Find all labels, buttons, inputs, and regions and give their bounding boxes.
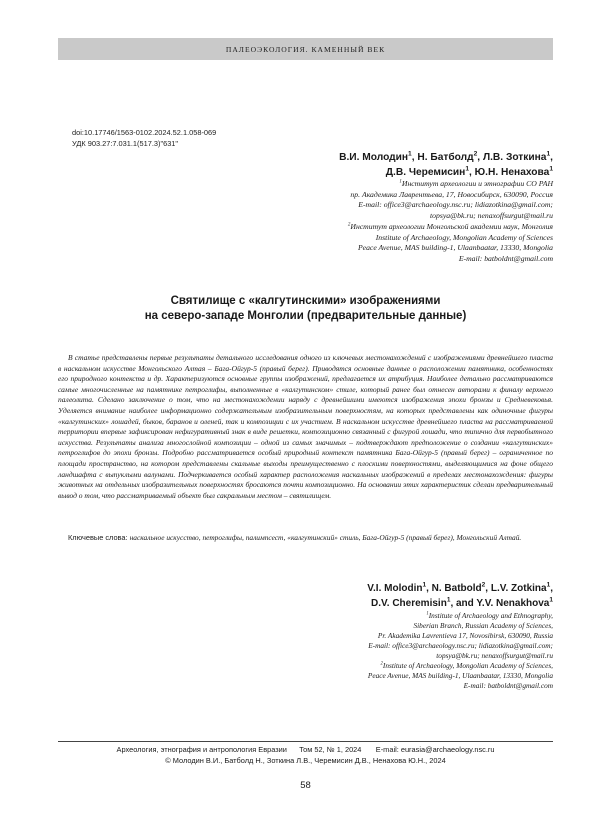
page-number: 58 xyxy=(300,780,311,791)
authors-ru-line2: Д.В. Черемисин$^1$, Ю.Н. Ненахова$^1$ xyxy=(385,165,553,178)
footer-copyright: © Молодин В.И., Батболд Н., Зоткина Л.В., Черемисин Д.В., Ненахова Ю.Н., 2024 xyxy=(165,756,446,765)
section-title: ПАЛЕОЭКОЛОГИЯ. КАМЕННЫЙ ВЕК xyxy=(225,44,386,54)
affiliation-ru-2: $^2$Институт археологии Монгольской академии наук, Монголия Institute of Archaeology, Mongolian Academy of Sciences Peace Avenue, MAS building-1, Ulaanbaatar, 13330, Mongolia E-mail: batboldnt@gmail.com xyxy=(347,222,553,263)
email-en-3[interactable]: E-mail: batboldnt@gmail.com xyxy=(463,681,553,690)
email-en-1[interactable]: E-mail: office3@archaeology.nsc.ru; lidiazotkina@gmail.com; xyxy=(368,641,553,650)
journal-name: Археология, этнография и антропология Евразии xyxy=(116,745,287,754)
authors-en xyxy=(367,581,553,611)
footer-journal-line xyxy=(58,745,553,754)
journal-volume: Том 52, № 1, 2024 xyxy=(299,745,362,754)
footer-divider xyxy=(58,741,553,742)
section-header-bar xyxy=(58,38,553,60)
affiliations-en: $^1$Institute of Archaeology and Ethnography, Siberian Branch, Russian Academy of Sciences, Pr. Akademika Lavrentieva 17, Novosibirsk, 630090, Russia E-mail: office3@archaeology.nsc.ru; lidiazotkina@gmail.com; topsya@bk.ru; nenaxoffsurgut@mail.ru $^2$Institute of Archaeology, Mongolian Academy of Sciences, Peace Avenue, MAS building-1, Ulaanbaatar, 13330, Mongolia E-mail: batboldnt@gmail.com xyxy=(367,611,553,690)
authors-ru-line1: В.И. Молодин$^1$, Н. Батболд$^2$, Л.В. Зоткина$^1$, xyxy=(339,150,553,163)
keywords xyxy=(58,533,553,544)
article-title: Святилище с «калгутинскими» изображениями на северо-западе Монголии (предварительные данные) xyxy=(144,295,467,322)
affiliation-ru-1: $^1$Институт археологии и этнографии СО РАН пр. Академика Лаврентьева, 17, Новосибирск, 630090, Россия E-mail: office3@archaeology.nsc.ru; lidiazotkina@gmail.com; topsya@bk.ru; nenaxoffsurgut@mail.ru xyxy=(350,179,553,220)
journal-email[interactable]: E-mail: eurasia@archaeology.nsc.ru xyxy=(375,745,495,754)
email-en-2[interactable]: topsya@bk.ru; nenaxoffsurgut@mail.ru xyxy=(436,651,553,660)
email-ru-2[interactable]: topsya@bk.ru; nenaxoffsurgut@mail.ru xyxy=(430,210,553,220)
udk: УДК 903.27:7.031.1(517.3)"631" xyxy=(72,139,179,148)
authors-ru xyxy=(339,150,553,180)
abstract: В статье представлены первые результаты детального исследования одного из ключевых местонахождений с изображениями древнейшего пласта в наскальном искусстве Монгольского Алтая – Бага-Ойгур-5 (правый берег). Приводятся основные данные о расположении памятника, особенностях его природного контекста и др. Характеризуются основные группы изображений, предлагается их атрибуция. Наиболее детально рассматриваются самые многочисленные на памятнике петроглифы, выполненные в «калгутинском» стиле, который ранее был отнесен авторами к финалу верхнего палеолита. Сделано заключение о том, что на местонахождении наряду с древнейшими имеются изображения эпохи бронзы и Средневековья. Уделяется внимание наиболее информационно содержательным изобразительным поверхностям, на которых представлены как одиночные фигуры «калгутинских» лошадей, быков, баранов и оленей, так и композиции с их участием. В наскальном искусстве древнейшего пласта на рассматриваемой территории впервые зафиксирован нефигуративный знак в виде решетки, композиционно связанный с фигурой лошади, что типично для первобытного искусства. Результаты анализа многослойной композиции – одной из самых значимых – подтверждают предположение о создании «калгутинских» петроглифов до эпохи бронзы. Подробно рассматривается особый природный контекст памятника Бага-Ойгур-5 (правый берег) – ограниченное по площади пространство, на котором представлены скальные выходы преимущественно с плоскими поверхностями, выделяющимися на фоне общего ландшафта с выпуклыми валунами. Подчеркивается особый характер расположения наскальных изображений в пределах местонахождения: фигуры животных на отдельных изобразительных поверхностях бросаются почти композиционно. На основании этих характеристик сделан предварительный вывод о том, что рассматриваемый объект был сакральным местом – святилищем. xyxy=(58,353,553,500)
authors-en-line1: V.I. Molodin$^1$, N. Batbold$^2$, L.V. Zotkina$^1$, xyxy=(367,581,553,594)
email-ru-3[interactable]: E-mail: batboldnt@gmail.com xyxy=(458,253,553,263)
doi[interactable]: doi:10.17746/1563-0102.2024.52.1.058-069 xyxy=(72,128,217,137)
authors-en-line2: D.V. Cheremisin$^1$, and Y.V. Nenakhova$^1$ xyxy=(371,596,553,609)
keywords-text: наскальное искусство, петроглифы, палимпсест, «калгутинский» стиль, Бага-Ойгур-5 (правый берег), Монгольский Алтай. xyxy=(129,533,522,542)
keywords-label: Ключевые слова: xyxy=(68,533,128,542)
email-ru-1[interactable]: E-mail: office3@archaeology.nsc.ru; lidiazotkina@gmail.com; xyxy=(358,200,553,210)
